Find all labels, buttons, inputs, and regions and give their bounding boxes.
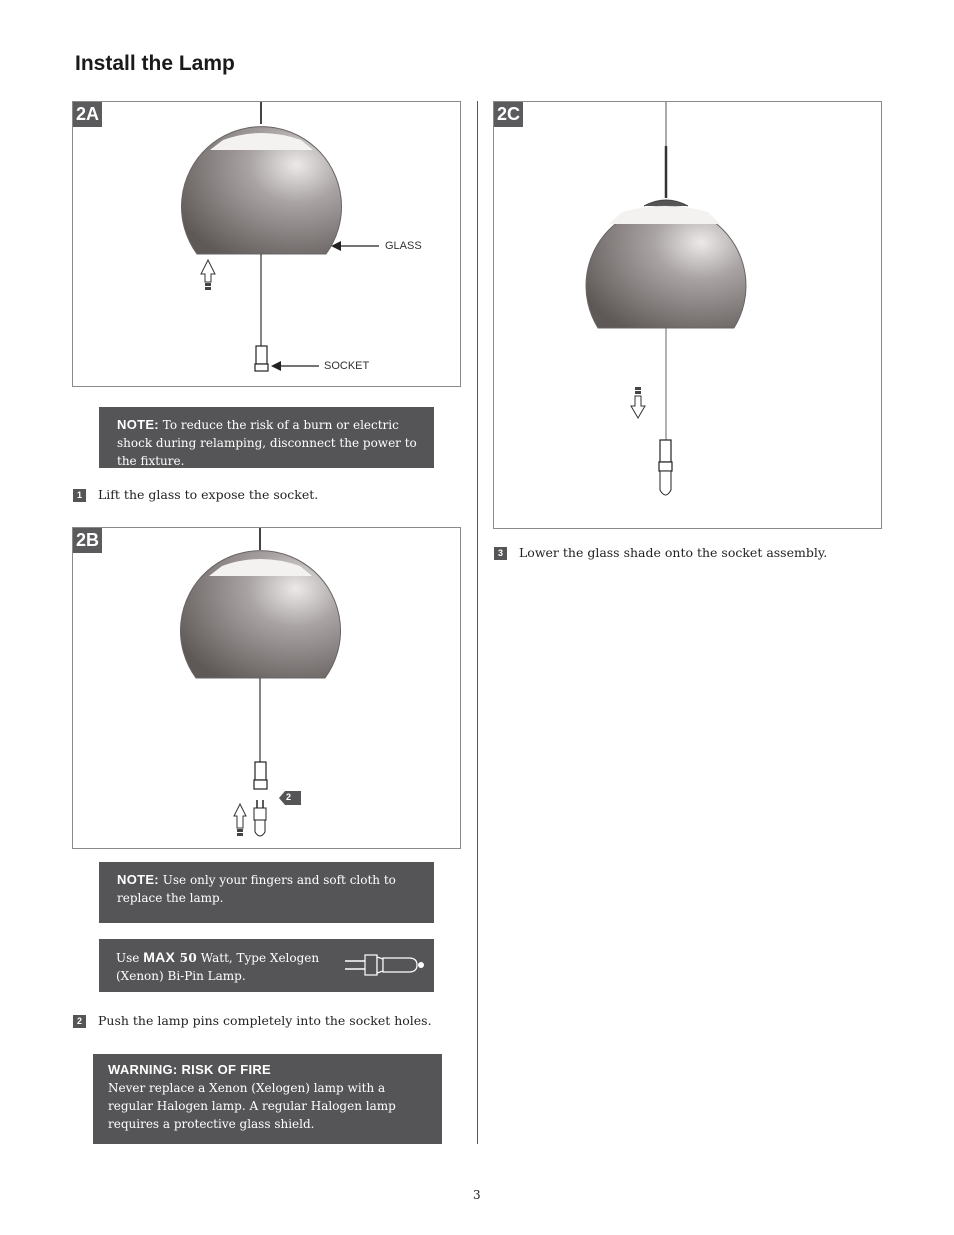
lamp-spec-box: [99, 939, 434, 992]
note-prefix: NOTE:: [117, 417, 159, 432]
lamp-spec-max: MAX: [143, 949, 176, 965]
socket-pointer-arrow: [271, 361, 319, 371]
note-prefix: NOTE:: [117, 872, 159, 887]
note-fingers: [99, 862, 434, 923]
socket-lamp-assembly: [659, 440, 672, 495]
step-number: 2: [73, 1015, 86, 1028]
page-number: 3: [473, 1188, 481, 1202]
pendant-illustration-2c: [494, 102, 883, 530]
xenon-lamp-icon: [343, 949, 427, 981]
glass-shade: [181, 551, 341, 678]
arrow-down-icon: [631, 387, 645, 418]
panel-2b: [72, 527, 461, 849]
lamp-spec-watts: 50: [175, 951, 197, 965]
step-text: Push the lamp pins completely into the socket holes.: [98, 1013, 432, 1028]
glass-label: GLASS: [385, 240, 422, 252]
lamp-spec-rest: Watt, Type Xelogen (Xenon) Bi-Pin Lamp.: [116, 951, 320, 983]
step-3: [494, 545, 827, 560]
glass-pointer-arrow: [331, 241, 379, 251]
step-text: Lower the glass shade onto the socket assembly.: [519, 545, 828, 560]
step-2: [73, 1013, 432, 1028]
step-number: 3: [494, 547, 507, 560]
socket-icon: [254, 762, 267, 789]
lamp-bulb-icon: [254, 800, 266, 836]
note-text: To reduce the risk of a burn or electric shock during relamping, disconnect the power to the fixture.: [117, 418, 417, 468]
note-text: Use only your fingers and soft cloth to replace the lamp.: [117, 873, 396, 905]
panel-tag-2b: 2B: [73, 528, 102, 553]
warning-box: [93, 1054, 442, 1144]
warning-text: Never replace a Xenon (Xelogen) lamp with a regular Halogen lamp. A regular Halogen lamp requires a protective glass shield.: [108, 1081, 396, 1131]
column-divider: [477, 101, 478, 1144]
glass-shade: [182, 127, 342, 254]
panel-tag-2c: 2C: [494, 102, 523, 127]
arrow-up-icon: [234, 804, 246, 836]
panel-2a: [72, 101, 461, 387]
socket-label: SOCKET: [324, 360, 370, 372]
page-title: Install the Lamp: [75, 52, 235, 75]
warning-heading: WARNING: RISK OF FIRE: [108, 1062, 272, 1077]
panel-2c: [493, 101, 882, 529]
lamp-spec-use: Use: [116, 951, 144, 965]
note-relamping: [99, 407, 434, 468]
arrow-up-icon: [201, 260, 215, 290]
step-number: 1: [73, 489, 86, 502]
glass-shade: [586, 206, 746, 328]
step-1: [73, 487, 318, 502]
socket-icon: [255, 346, 268, 371]
panel-tag-2a: 2A: [73, 102, 102, 127]
step-text: Lift the glass to expose the socket.: [98, 487, 319, 502]
callout-number: 2: [286, 792, 292, 802]
pendant-illustration-2b: [73, 528, 462, 850]
